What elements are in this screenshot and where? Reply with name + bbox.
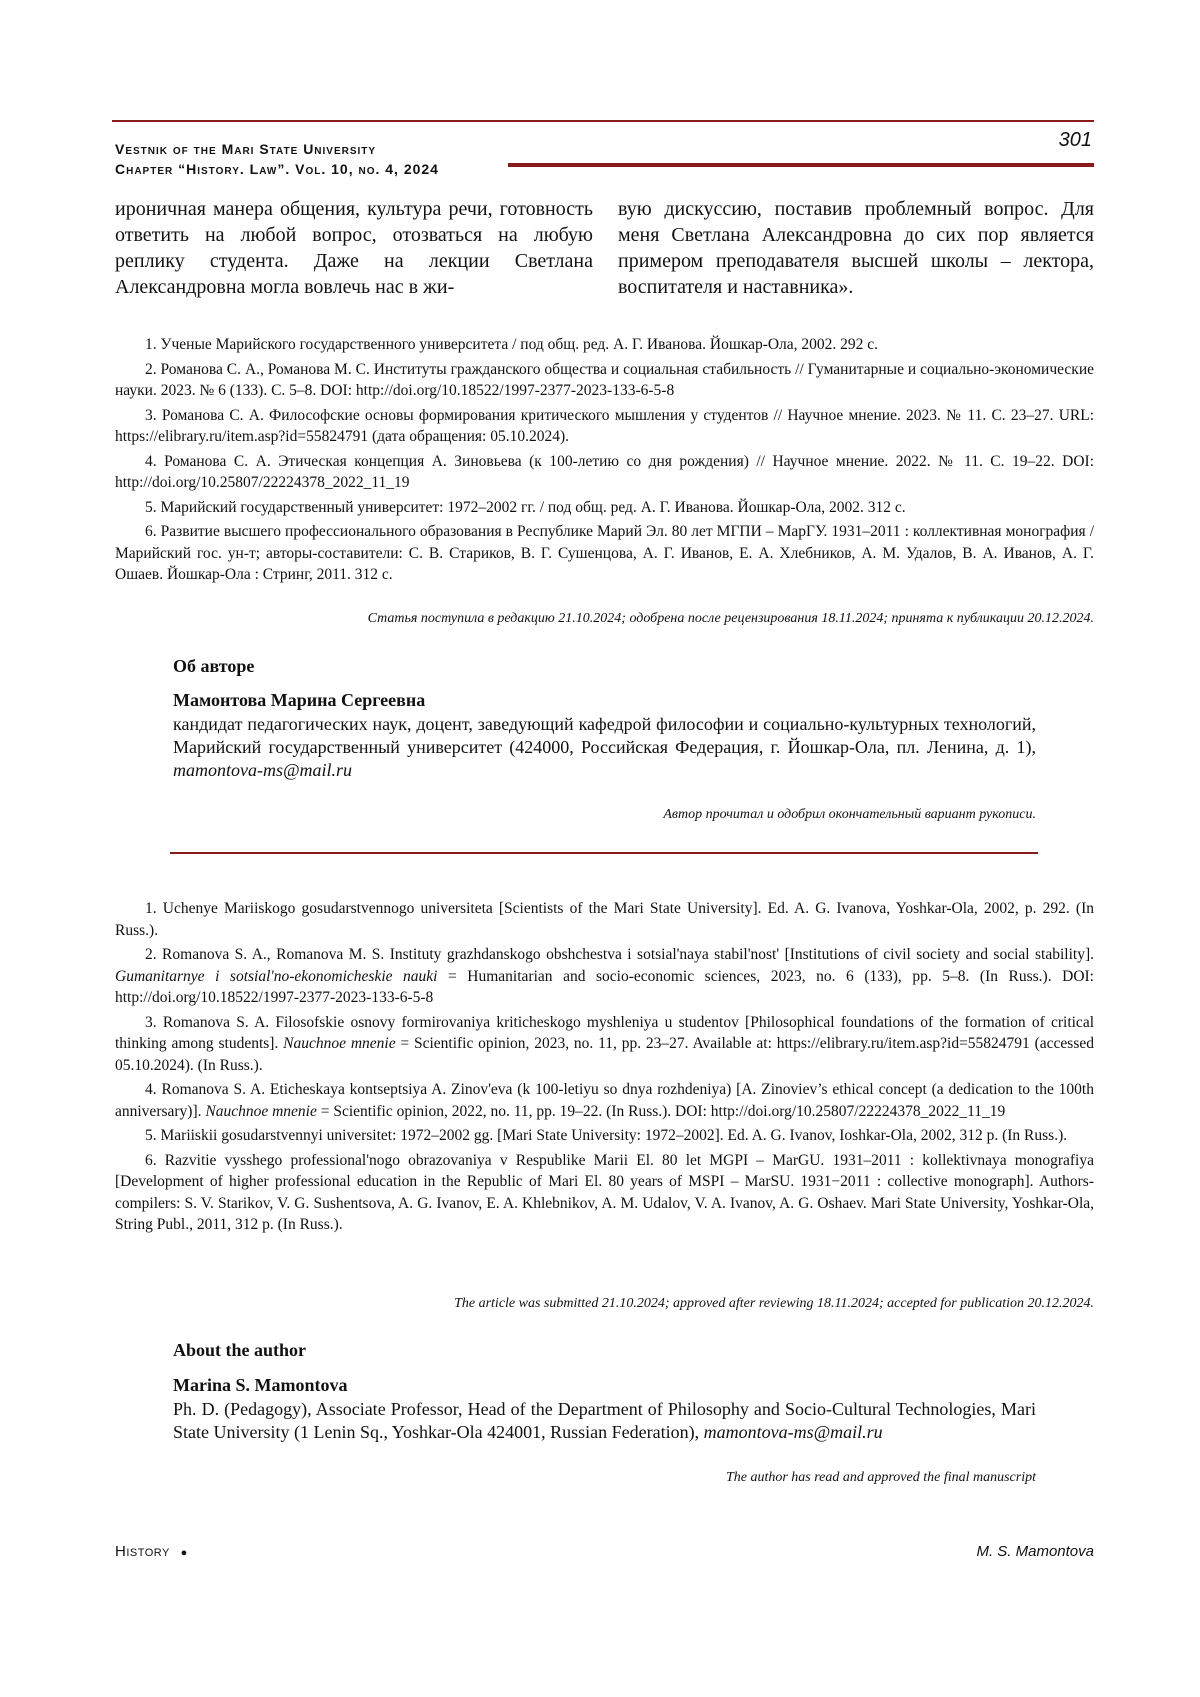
author-bio-ru-text: кандидат педагогических наук, доцент, заведующий кафедрой философии и социально-культурных технологий, Марийский государственный университет (424000, Российская Федерация, г. Йошкар-Ола, пл. Ленина, д. 1), bbox=[173, 714, 1036, 757]
header-rule-thick bbox=[508, 163, 1094, 167]
body-paragraph-right: вую дискуссию, поставив проблемный вопрос. Для меня Светлана Александровна до сих пор является примером преподавателя высшей школы – лектора, воспитателя и наставника». bbox=[618, 198, 1094, 298]
reference-en-item: 6. Razvitie vysshego professional'nogo obrazovaniya v Respublike Marii El. 80 let MGPI – MarGU. 1931–2011 : kollektivnaya monografiya [Development of higher professional education in the Republic of Mari El. 80 years of MSPI – MarSU. 1931−2011 : collective monograph]. Authors-compilers: S. V. Starikov, V. G. Sushentsova, A. G. Ivanov, E. A. Khlebnikov, A. M. Udalov, V. A. Ivanov, A. G. Oshaev. Mari State University, Yoshkar-Ola, String Publ., 2011, 312 p. (In Russ.). bbox=[115, 1151, 1094, 1233]
author-bio-ru bbox=[173, 713, 1036, 782]
author-name-en: Marina S. Mamontova bbox=[173, 1375, 348, 1395]
received-note-ru: Статья поступила в редакцию 21.10.2024; одобрена после рецензирования 18.11.2024; принята к публикации 20.12.2024. bbox=[367, 611, 1094, 626]
references-en bbox=[115, 898, 1094, 1239]
about-heading-ru: Об авторе bbox=[173, 656, 255, 676]
journal-title-line-1: Vestnik of the Mari State University bbox=[115, 141, 377, 157]
reference-ru-item: 1. Ученые Марийского государственного университета / под общ. ред. А. Г. Иванова. Йошкар-Ола, 2002. 292 с. bbox=[145, 336, 879, 353]
journal-title-line-2: Chapter “History. Law”. Vol. 10, no. 4, 2024 bbox=[115, 161, 439, 177]
reference-ru-item: 2. Романова С. А., Романова М. С. Институты гражданского общества и социальная стабильность // Гуманитарные и социально-экономические науки. 2023. № 6 (133). С. 5–8. DOI: http://doi.org/10.18522/1997-2377-2023-133-6-5-8 bbox=[115, 360, 1094, 399]
author-email-en[interactable]: mamontova-ms@mail.ru bbox=[703, 1422, 883, 1442]
author-name-ru: Мамонтова Марина Сергеевна bbox=[173, 690, 426, 710]
author-bio-en-text: Ph. D. (Pedagogy), Associate Professor, Head of the Department of Philosophy and Socio-Cultural Technologies, Mari State University (1 Lenin Sq., Yoshkar-Ola 424001, Russian Federation), bbox=[173, 1399, 1036, 1442]
approved-note-en: The author has read and approved the final manuscript bbox=[725, 1470, 1036, 1485]
reference-ru-item: 6. Развитие высшего профессионального образования в Республике Марий Эл. 80 лет МГПИ – МарГУ. 1931–2011 : коллективная монография / Марийский гос. ун-т; авторы-составители: С. В. Стариков, В. Г. Сушенцова, А. Г. Иванов, Е. А. Хлебников, А. М. Удалов, В. А. Иванов, А. Г. Ошаев. Йошкар-Ола : Стринг, 2011. 312 с. bbox=[115, 523, 1094, 583]
author-bio-en bbox=[173, 1398, 1036, 1444]
body-column-right bbox=[618, 196, 1094, 300]
reference-ru-item: 3. Романова С. А. Философские основы формирования критического мышления у студентов // Научное мнение. 2023. № 11. С. 23–27. URL: https://elibrary.ru/item.asp?id=55824791 (дата обращения: 05.10.2024). bbox=[115, 406, 1094, 445]
footer-author: M. S. Mamontova bbox=[976, 1543, 1094, 1560]
footer-bullet: ● bbox=[180, 1547, 188, 1559]
reference-ru-item: 4. Романова С. А. Этическая концепция А. Зиновьева (к 100-летию со дня рождения) // Научное мнение. 2022. № 11. С. 19–22. DOI: http://doi.org/10.25807/22224378_2022_11_19 bbox=[115, 452, 1094, 491]
about-heading-en: About the author bbox=[173, 1340, 307, 1360]
author-email-ru[interactable]: mamontova-ms@mail.ru bbox=[173, 760, 353, 780]
footer-section bbox=[115, 1543, 188, 1560]
header-rule-top bbox=[112, 120, 1094, 122]
reference-en-item: 4. Romanova S. A. Eticheskaya kontseptsiya A. Zinov'eva (k 100-letiyu so dnya rozhdeniya) [A. Zinoviev’s ethical concept (a dedication to the 100th anniversary)]. Nauchnoe mnenie = Scientific opinion, 2022, no. 11, pp. 19–22. (In Russ.). DOI: http://doi.org/10.25807/22224378_2022_11_19 bbox=[115, 1081, 1094, 1120]
page-number: 301 bbox=[1058, 129, 1092, 151]
reference-ru-item: 5. Марийский государственный университет: 1972–2002 гг. / под общ. ред. А. Г. Иванова. Йошкар-Ола, 2002. 312 с. bbox=[145, 498, 906, 516]
reference-en-item: 2. Romanova S. A., Romanova M. S. Instituty grazhdanskogo obshchestva i sotsial'naya stabil'nost' [Institutions of civil society and social stability]. Gumanitarnye i sotsial'no-ekonomicheskie nauki = Humanitarian and socio-economic sciences, 2023, no. 6 (133), pp. 5–8. (In Russ.). DOI: http://doi.org/10.18522/1997-2377-2023-133-6-5-8 bbox=[115, 946, 1094, 1006]
section-divider bbox=[170, 852, 1038, 854]
journal-title bbox=[115, 139, 439, 179]
body-paragraph-left: ироничная манера общения, культура речи, готовность ответить на любой вопрос, отозваться на любую реплику студента. Даже на лекции Светлана Александровна могла вовлечь нас в жи- bbox=[115, 198, 593, 298]
reference-en-item: 1. Uchenye Mariiskogo gosudarstvennogo universiteta [Scientists of the Mari State University]. Ed. A. G. Ivanova, Yoshkar-Ola, 2002, p. 292. (In Russ.). bbox=[115, 900, 1094, 939]
reference-en-item: 3. Romanova S. A. Filosofskie osnovy formirovaniya kriticheskogo myshleniya u studentov [Philosophical foundations of the formation of critical thinking among students]. Nauchnoe mnenie = Scientific opinion, 2023, no. 11, pp. 23–27. Available at: https://elibrary.ru/item.asp?id=55824791 (accessed 05.10.2024). (In Russ.). bbox=[115, 1013, 1094, 1074]
footer-section-label: History bbox=[115, 1543, 170, 1560]
references-ru bbox=[115, 334, 1094, 589]
received-note-en: The article was submitted 21.10.2024; approved after reviewing 18.11.2024; accepted for publication 20.12.2024. bbox=[454, 1296, 1094, 1311]
body-column-left bbox=[115, 196, 593, 300]
reference-en-item: 5. Mariiskii gosudarstvennyi universitet: 1972–2002 gg. [Mari State University: 1972–2002]. Ed. A. G. Ivanov, Ioshkar-Ola, 2002, 312 p. (In Russ.). bbox=[145, 1127, 1068, 1144]
approved-note-ru: Автор прочитал и одобрил окончательный вариант рукописи. bbox=[663, 807, 1036, 822]
